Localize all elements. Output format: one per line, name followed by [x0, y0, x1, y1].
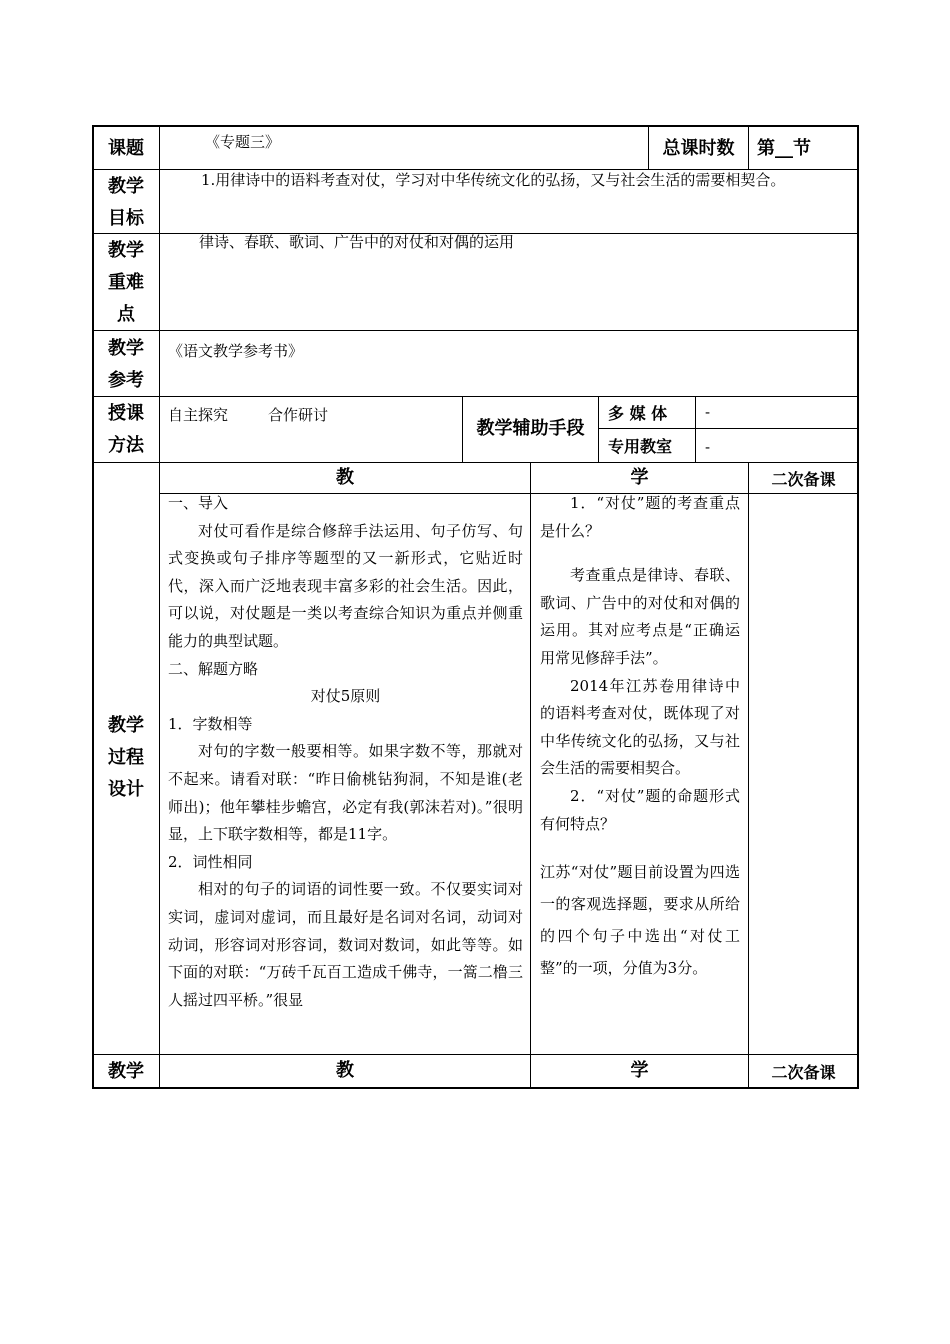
col-divider [695, 396, 696, 462]
footer-label: 教学 [108, 1061, 144, 1082]
process-label: 教学 过程 设计 [108, 715, 144, 800]
special-room-value: - [705, 438, 711, 456]
footer-teach: 教 [336, 1060, 354, 1081]
method-value-2: 合作研讨 [268, 406, 329, 424]
reference-value: 《语文教学参考书》 [168, 342, 304, 360]
special-room-label: 专用教室 [608, 437, 673, 456]
method-label: 授课 方法 [108, 403, 144, 456]
footer-backup: 二次备课 [771, 1063, 836, 1082]
method-value-1: 自主探究 [168, 406, 229, 424]
goal-value: 1.用律诗中的语料考查对仗，学习对中华传统文化的弘扬，又与社会生活的需要相契合。 [201, 171, 786, 189]
footer-learn: 学 [630, 1060, 649, 1081]
col-divider [748, 462, 749, 1088]
learn-content: 1．“对仗”题的考查重点是什么？ 考查重点是律诗、春联、歌词、广告中的对仗和对偶的运用。其对应考点是“正确运用常见修辞手法”。 2014年江苏卷用律诗中的语料考查对仗，既体现了对中华传统文化的弘扬，又与社会生活的需要相契合。 2．“对仗”题的命题形式有何特点？ 江苏“对仗”题目前设置为四选一的客观选择题，要求从所给的四个句子中选出“对仗工整”的一项，分值为3分。 [540, 494, 740, 978]
backup-header: 二次备课 [771, 470, 836, 489]
row-divider [598, 428, 858, 429]
teach-header: 教 [336, 467, 354, 488]
col-divider [530, 462, 531, 1088]
col-divider [598, 396, 599, 462]
col-divider [159, 126, 160, 1088]
key-points-value: 律诗、春联、歌词、广告中的对仗和对偶的运用 [199, 233, 515, 251]
row-divider [93, 330, 858, 331]
key-points-label: 教学 重难 点 [108, 240, 144, 325]
goal-label: 教学 目标 [108, 176, 144, 229]
reference-label: 教学 参考 [108, 338, 144, 391]
learn-header: 学 [630, 467, 649, 488]
row-divider [93, 396, 858, 397]
section-value: 第__节 [757, 138, 811, 159]
total-hours-label: 总课时数 [662, 138, 735, 159]
multimedia-value: - [705, 403, 711, 421]
teaching-aids-label: 教学辅助手段 [476, 418, 585, 439]
topic-label: 课题 [108, 138, 144, 159]
teach-content: 一、导入 对仗可看作是综合修辞手法运用、句子仿写、句式变换或句子排序等题型的又一新形式，它贴近时代，深入而广泛地表现丰富多彩的社会生活。因此，可以说，对仗题是一类以考查综合知识为重点并侧重能力的典型试题。 二、解题方略 对仗5原则 1．字数相等 对句的字数一般要相等。如果字数不等，那就对不起来。请看对联：“昨日偷桃钻狗洞，不知是谁(老师出)；他年攀桂步蟾宫，必定有我(郭沫若对)。”很明显，上下联字数相等，都是11字。 2．词性相同 相对的句子的词语的词性要一致。不仅要实词对实词，虚词对虚词，而且最好是名词对名词，动词对动词，形容词对形容词，数词对数词，如此等等。如下面的对联：“万砖千瓦百工造成千佛寺，一篙二橹三人摇过四平桥。”很显 [168, 494, 523, 1009]
topic-value: 《专题三》 [205, 133, 281, 151]
multimedia-label: 多 媒 体 [608, 404, 668, 423]
